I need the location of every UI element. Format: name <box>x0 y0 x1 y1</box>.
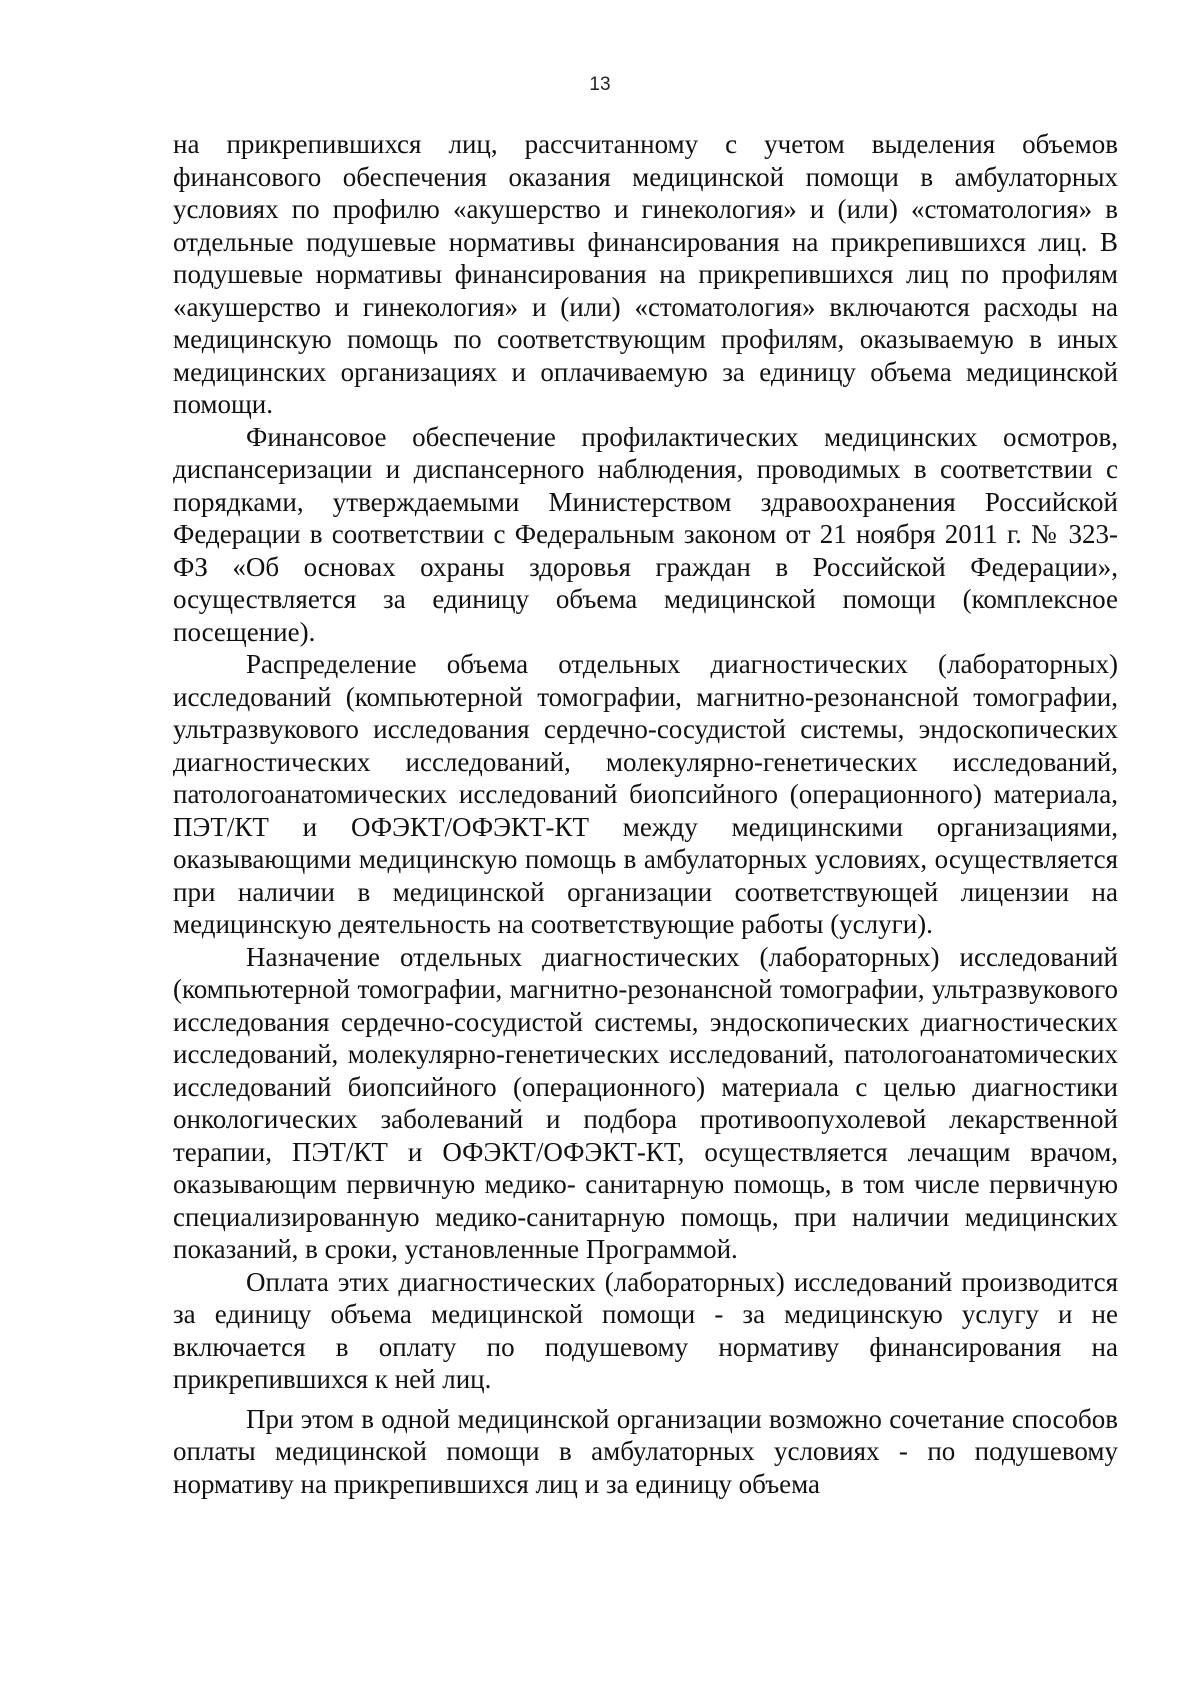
page-number: 13 <box>589 74 611 95</box>
paragraph-payment-diagnostics: Оплата этих диагностических (лабораторных) исследований производится за единицу объема медицинской помощи - за медицинскую услугу и не включается в оплату по подушевому нормативу финансирования на прикрепившихся к ней лиц. <box>173 1266 1118 1394</box>
paragraph-combined-payment: При этом в одной медицинской организации возможно сочетание способов оплаты медицинской помощи в амбулаторных условиях - по подушевому нормативу на прикрепившихся лиц и за единицу объема <box>173 1403 1118 1499</box>
paragraph-assignment-diagnostics: Назначение отдельных диагностических (лабораторных) исследований (компьютерной томографии, магнитно-резонансной томографии, ультразвукового исследования сердечно-сосудистой системы, эндоскопических диагностических исследований, молекулярно-генетических исследований, патологоанатомических исследований биопсийного (операционного) материала с целью диагностики онкологических заболеваний и подбора противоопухолевой лекарственной терапии, ПЭТ/КТ и ОФЭКТ/ОФЭКТ-КТ, осуществляется лечащим врачом, оказывающим первичную медико- санитарную помощь, в том числе первичную специализированную медико-санитарную помощь, при наличии медицинских показаний, в сроки, установленные Программой. <box>173 941 1118 1264</box>
paragraph-financing-checkups: Финансовое обеспечение профилактических медицинских осмотров, диспансеризации и диспансерного наблюдения, проводимых в соответствии с порядками, утверждаемыми Министерством здравоохранения Российской Федерации в соответствии с Федеральным законом от 21 ноября 2011 г. № 323-ФЗ «Об основах охраны здоровья граждан в Российской Федерации», осуществляется за единицу объема медицинской помощи (комплексное посещение). <box>173 421 1118 647</box>
paragraph-distribution-diagnostics: Распределение объема отдельных диагностических (лабораторных) исследований (компьютерной томографии, магнитно-резонансной томографии, ультразвукового исследования сердечно-сосудистой системы, эндоскопических диагностических исследований, молекулярно-генетических исследований, патологоанатомических исследований биопсийного (операционного) материала, ПЭТ/КТ и ОФЭКТ/ОФЭКТ-КТ между медицинскими организациями, оказывающими медицинскую помощь в амбулаторных условиях, осуществляется при наличии в медицинской организации соответствующей лицензии на медицинскую деятельность на соответствующие работы (услуги). <box>173 649 1118 939</box>
paragraph-continuation: на прикрепившихся лиц, рассчитанному с учетом выделения объемов финансового обеспечения оказания медицинской помощи в амбулаторных условиях по профилю «акушерство и гинекология» и (или) «стоматология» в отдельные подушевые нормативы финансирования на прикрепившихся лиц. В подушевые нормативы финансирования на прикрепившихся лиц по профилям «акушерство и гинекология» и (или) «стоматология» включаются расходы на медицинскую помощь по соответствующим профилям, оказываемую в иных медицинских организациях и оплачиваемую за единицу объема медицинской помощи. <box>173 129 1118 419</box>
document-body <box>173 128 1118 1500</box>
